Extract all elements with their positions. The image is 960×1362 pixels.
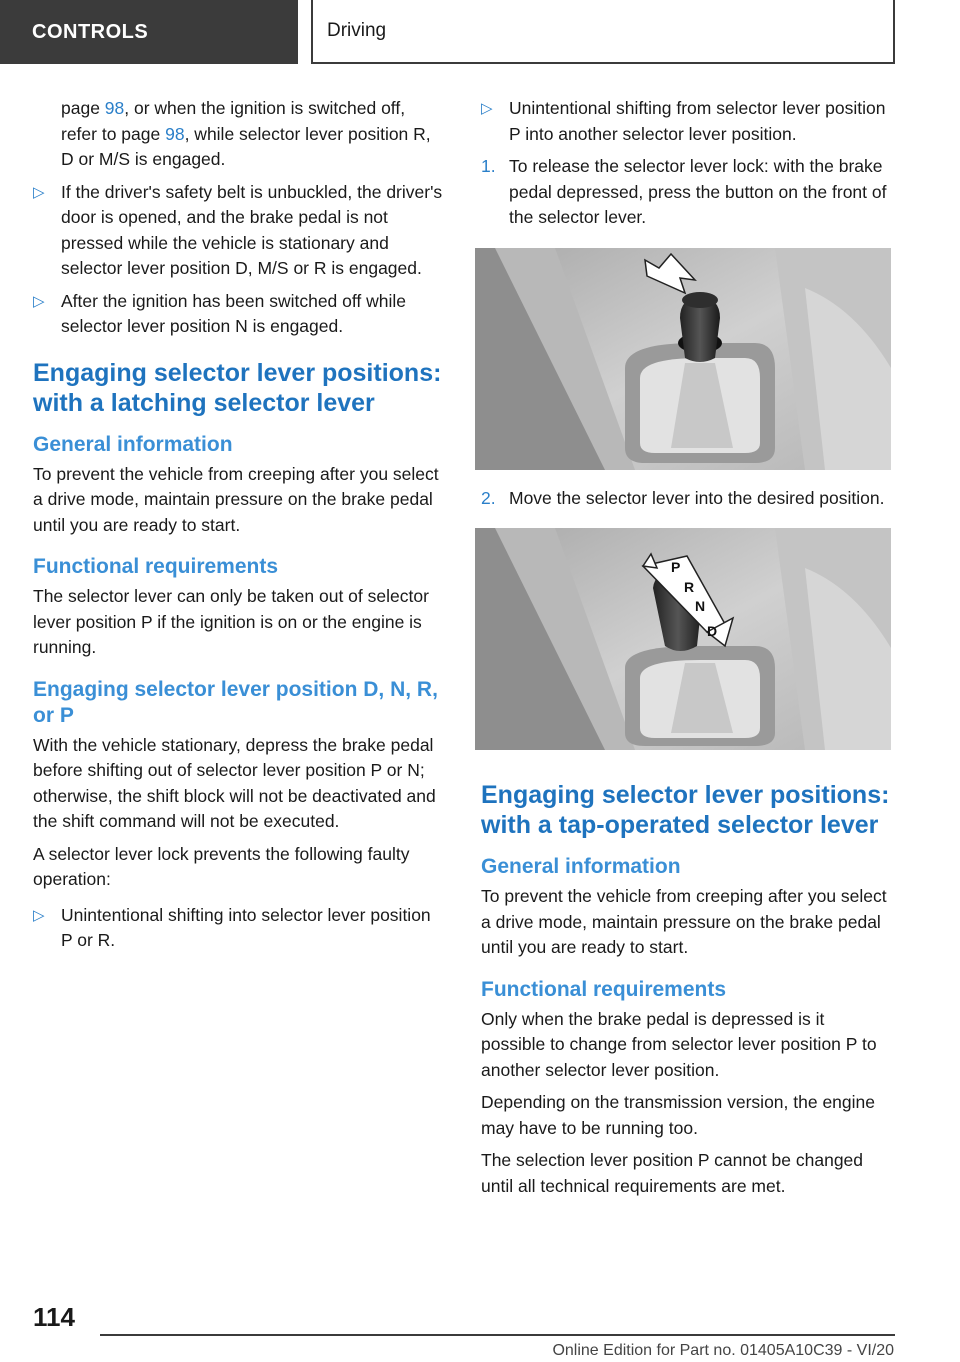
lever-positions-image xyxy=(475,528,891,750)
step-number: 2. xyxy=(481,487,496,508)
step-text: Move the selector lever into the desired position. xyxy=(509,487,885,508)
step-item xyxy=(481,154,893,231)
section-tab xyxy=(0,0,298,64)
subsection-heading: Engaging selector lever position D, N, R, or P xyxy=(33,677,438,727)
list-item xyxy=(481,96,893,147)
page-link[interactable]: 98 xyxy=(104,98,125,118)
paragraph: To prevent the vehicle from creeping after you select a drive mode, maintain pressure on the brake pedal until you are ready to start. xyxy=(481,886,887,957)
step-text: To release the selector lever lock: with the brake pedal depressed, press the button on the front of the selector lever. xyxy=(509,156,887,227)
list-item xyxy=(33,903,445,954)
paragraph-continuation xyxy=(33,96,445,173)
list-item-text: Unintentional shifting into selector lever position P or R. xyxy=(61,904,431,950)
footer-divider xyxy=(100,1334,895,1336)
selector-lever-positions-illustration xyxy=(475,528,891,750)
section-heading: Engaging selector lever positions: with a latching selector lever xyxy=(33,358,442,417)
paragraph: To prevent the vehicle from creeping after you select a drive mode, maintain pressure on the brake pedal until you are ready to start. xyxy=(33,463,439,535)
section-heading: Engaging selector lever positions: with a tap-operated selector lever xyxy=(481,781,890,839)
paragraph: Depending on the transmission version, the engine may have to be running too. xyxy=(481,1092,875,1138)
paragraph: With the vehicle stationary, depress the brake pedal before shifting out of selector lever position P or N; otherwise, the shift block will not be deactivated and the shift command will not be executed. xyxy=(33,734,436,831)
gear-label-d: D xyxy=(707,623,718,639)
list-item-text: After the ignition has been switched off while selector lever position N is engaged. xyxy=(61,290,407,336)
subsection-heading: Functional requirements xyxy=(481,977,727,1001)
page-number: 114 xyxy=(33,1302,75,1332)
list-item xyxy=(33,289,445,340)
footer-edition: Online Edition for Part no. 01405A10C39 - VI/20 xyxy=(552,1342,894,1359)
bullet-icon: ▷ xyxy=(33,292,45,310)
paragraph: A selector lever lock prevents the following faulty operation: xyxy=(33,843,410,889)
subsection-heading: General information xyxy=(481,855,681,878)
paragraph: The selection lever position P cannot be changed until all technical requirements are met. xyxy=(481,1150,864,1196)
step-item xyxy=(481,486,893,512)
paragraph: The selector lever can only be taken out of selector lever position P if the ignition is on or the engine is running. xyxy=(33,586,429,657)
text: , while selector lever position R, D or M/S is engaged. xyxy=(61,123,431,169)
left-column xyxy=(33,96,445,961)
subsection-heading: General information xyxy=(33,432,233,456)
chapter-tab xyxy=(311,0,895,64)
section-title: CONTROLS xyxy=(32,20,149,43)
paragraph: Only when the brake pedal is depressed is it possible to change from selector lever position P to another selector lever position. xyxy=(481,1008,877,1080)
list-item-text: If the driver's safety belt is unbuckled, the driver's door is opened, and the brake pedal is not pressed while the vehicle is stationary and selector lever position D, M/S or R is engaged. xyxy=(61,181,443,278)
subsection-heading: Functional requirements xyxy=(33,555,279,578)
text: page xyxy=(61,98,105,118)
page-link[interactable]: 98 xyxy=(165,123,185,144)
step-number: 1. xyxy=(481,156,496,176)
lever-press-image xyxy=(475,248,891,470)
selector-lever-release-illustration xyxy=(475,248,891,470)
list-item-text: Unintentional shifting from selector lever position P into another selector lever position. xyxy=(509,98,886,144)
text: , or when the ignition is switched off, refer to page xyxy=(61,98,406,144)
bullet-icon: ▷ xyxy=(33,906,45,924)
right-column xyxy=(481,96,893,1206)
gear-label-n: N xyxy=(695,598,706,614)
list-item xyxy=(33,180,445,282)
bullet-icon: ▷ xyxy=(33,183,45,201)
gear-label-r: R xyxy=(684,579,695,595)
bullet-icon: ▷ xyxy=(481,100,493,117)
gear-label-p: P xyxy=(671,559,681,575)
chapter-title: Driving xyxy=(327,20,387,41)
